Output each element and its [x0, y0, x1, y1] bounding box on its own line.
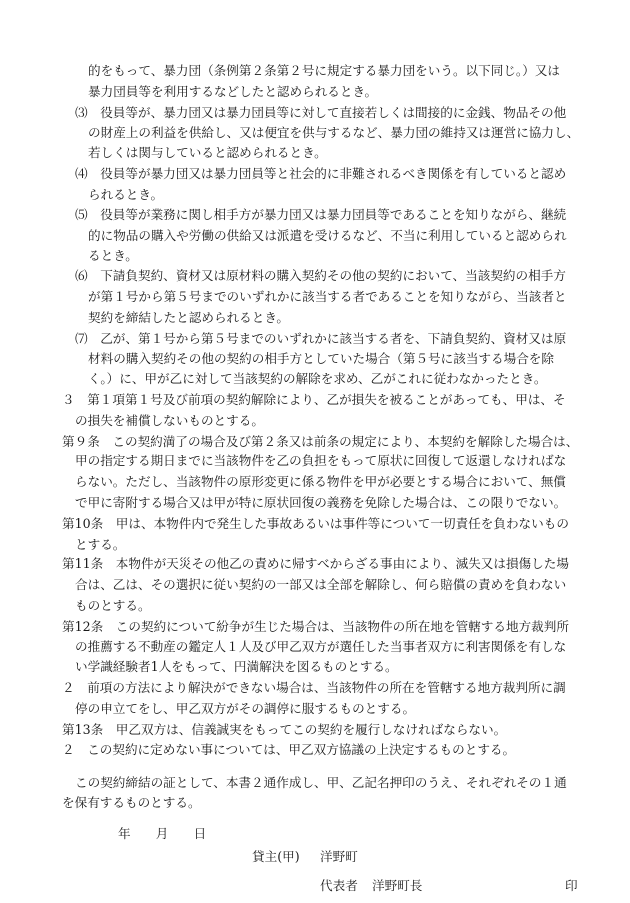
- text-line: ものとする。: [75, 598, 151, 613]
- text-line: らない。ただし、当該物件の原形変更に係る物件を甲が必要とする場合において、無償: [75, 474, 566, 489]
- text-line: で甲に寄附する場合又は甲が特に原状回復の義務を免除した場合は、この限りでない。: [75, 495, 567, 510]
- text-line: の推薦する不動産の鑑定人１人及び甲乙双方が選任した当事者双方に利害関係を有しな: [75, 639, 567, 654]
- signature-date: 年 月 日: [118, 826, 207, 841]
- text-line: ⑺ 乙が、第１号から第５号までのいずれかに該当する者を、下請負契約、資材又は原: [75, 331, 567, 346]
- representative-label: 代表者: [320, 878, 358, 893]
- representative-name: 洋野町長: [372, 878, 423, 893]
- text-line: られるとき。: [88, 187, 164, 202]
- text-line: ⑶ 役員等が、暴力団又は暴力団員等に対して直接若しくは間接的に金銭、物品その他: [75, 105, 567, 120]
- lender-name: 洋野町: [320, 849, 358, 864]
- text-line: 甲の指定する期日までに当該物件を乙の負担をもって原状に回復して返還しなければな: [75, 453, 567, 468]
- text-line: い学識経験者1人をもって、円満解決を図るものとする。: [75, 659, 398, 674]
- text-line: 材料の購入契約その他の契約の相手方としていた場合（第５号に該当する場合を除: [88, 351, 554, 366]
- text-line: 第10条 甲は、本物件内で発生した事故あるいは事件等について一切責任を負わないもの: [62, 516, 569, 531]
- lender-label: 貸主(甲): [252, 849, 300, 864]
- text-line: ⑹ 下請負契約、資材又は原材料の購入契約その他の契約において、当該契約の相手方: [75, 268, 566, 283]
- text-line: 暴力団員等を利用するなどしたと認められるとき。: [88, 84, 378, 99]
- text-line: く。）に、甲が乙に対して当該契約の解除を求め、乙がこれに従わなかったとき。: [88, 371, 547, 386]
- text-line: 合は、乙は、その選択に従い契約の一部又は全部を解除し、何ら賠償の責めを負わない: [75, 577, 567, 592]
- text-line: ⑸ 役員等が業務に関し相手方が暴力団又は暴力団員等であることを知りながら、継続: [75, 207, 567, 222]
- seal-mark: 印: [565, 878, 578, 893]
- text-line: 第13条 甲乙双方は、信義誠実をもってこの契約を履行しなければならない。: [62, 722, 507, 737]
- text-line: この契約締結の証として、本書２通作成し、甲、乙記名押印のうえ、それぞれその１通: [75, 775, 567, 790]
- text-line: の財産上の利益を供給し、又は便宜を供与するなど、暴力団の維持又は運営に協力し、: [88, 125, 580, 140]
- text-line: 第12条 この契約について紛争が生じた場合は、当該物件の所在地を管轄する地方裁判所: [62, 619, 569, 634]
- text-line: 的に物品の購入や労働の供給又は派遣を受けるなど、不当に利用していると認められ: [88, 228, 567, 243]
- text-line: ⑷ 役員等が暴力団又は暴力団員等と社会的に非難されるべき関係を有していると認め: [75, 166, 567, 181]
- text-line: の損失を補償しないものとする。: [75, 413, 264, 428]
- text-line: 契約を締結したと認められるとき。: [88, 310, 289, 325]
- text-line: 若しくは関与していると認められるとき。: [88, 145, 327, 160]
- text-line: ３ 第１項第１号及び前項の契約解除により、乙が損失を被ることがあっても、甲は、そ: [62, 392, 566, 407]
- text-line: 的をもって、暴力団（条例第２条第２号に規定する暴力団をいう。以下同じ。）又は: [88, 63, 561, 78]
- text-line: 第９条 この契約満了の場合及び第２条又は前条の規定により、本契約を解除した場合は、: [62, 434, 579, 449]
- text-line: るとき。: [88, 248, 138, 263]
- text-line: とする。: [75, 537, 126, 552]
- text-line: を保有するものとする。: [62, 795, 201, 810]
- text-line: 第11条 本物件が天災その他乙の責めに帰すべからざる事由により、滅失又は損傷した場: [62, 556, 569, 571]
- text-line: が第１号から第５号までのいずれかに該当する者であることを知りながら、当該者と: [88, 289, 567, 304]
- text-line: ２ 前項の方法により解決ができない場合は、当該物件の所在を管轄する地方裁判所に調: [62, 680, 566, 695]
- text-line: ２ この契約に定めない事については、甲乙双方協議の上決定するものとする。: [62, 742, 516, 757]
- text-line: 停の申立てをし、甲乙双方がその調停に服するものとする。: [75, 701, 416, 716]
